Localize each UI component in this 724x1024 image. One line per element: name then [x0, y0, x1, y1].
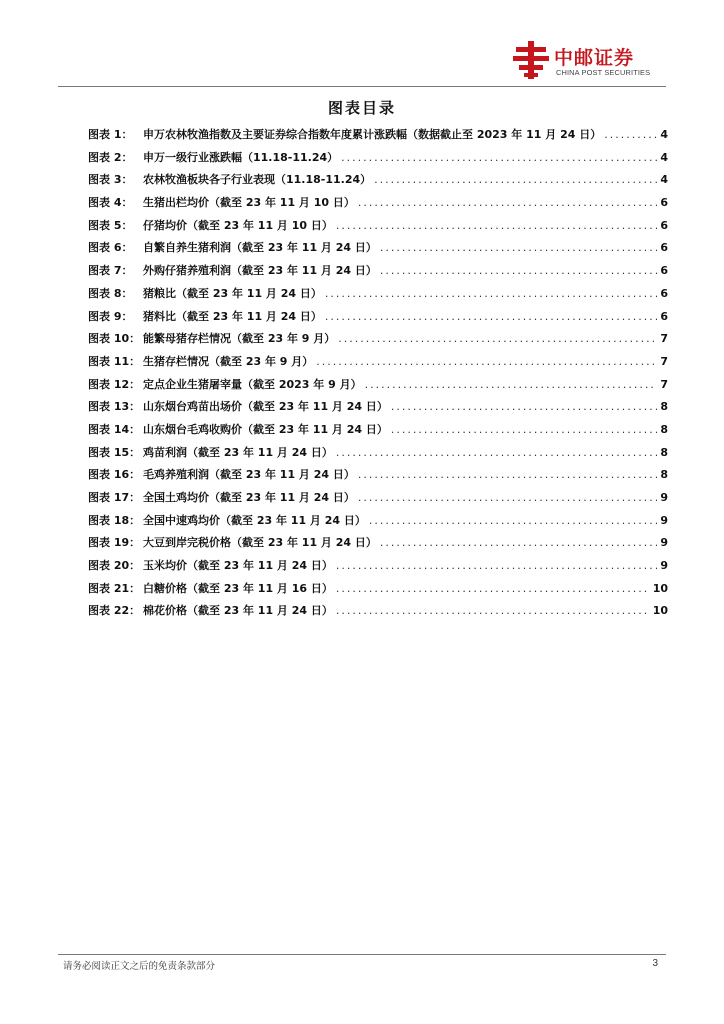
toc-text: 全国中速鸡均价（截至 23 年 11 月 24 日） [143, 513, 366, 527]
toc-page: 4 [660, 150, 668, 164]
toc-leader [380, 241, 657, 254]
toc-text: 猪料比（截至 23 年 11 月 24 日） [143, 309, 322, 323]
toc-label: 图表 22： [88, 604, 141, 618]
toc-leader [358, 491, 657, 504]
toc-page: 6 [660, 196, 668, 210]
toc-entry[interactable] [88, 239, 668, 262]
brand-logo [513, 41, 668, 81]
toc-text: 外购仔猪养殖利润（截至 23 年 11 月 24 日） [143, 264, 377, 278]
toc-leader [325, 310, 657, 323]
toc-page: 8 [660, 400, 668, 414]
toc-text: 棉花价格（截至 23 年 11 月 24 日） [143, 604, 333, 618]
toc-leader [336, 219, 657, 232]
toc-leader [358, 196, 657, 209]
toc-entry[interactable] [88, 602, 668, 625]
toc-page: 7 [660, 332, 668, 346]
toc-page: 6 [660, 241, 668, 255]
toc-label: 图表 1： [88, 128, 133, 141]
toc-entry[interactable] [88, 376, 668, 399]
toc-text: 自繁自养生猪利润（截至 23 年 11 月 24 日） [143, 241, 377, 255]
toc-title: 图表目录 [327, 99, 396, 117]
toc-leader [338, 332, 657, 345]
toc-entry[interactable] [88, 308, 668, 331]
toc-label: 图表 20： [88, 559, 141, 573]
toc-page: 9 [660, 491, 668, 504]
china-post-logo-icon [513, 41, 549, 79]
toc-label: 图表 18： [88, 513, 141, 527]
brand-name-cn: 中邮证券 [554, 47, 635, 69]
toc-entry[interactable] [88, 398, 668, 421]
toc-text: 玉米均价（截至 23 年 11 月 24 日） [143, 559, 333, 573]
toc-text: 仔猪均价（截至 23 年 11 月 10 日） [143, 218, 333, 232]
toc-page: 4 [660, 173, 668, 187]
toc-page: 8 [660, 468, 668, 482]
toc-leader [336, 559, 657, 572]
toc-page: 9 [660, 536, 668, 550]
toc-text: 猪粮比（截至 23 年 11 月 24 日） [143, 286, 322, 300]
toc-text: 申万一级行业涨跌幅（11.18-11.24） [143, 150, 339, 164]
toc-label: 图表 21： [88, 581, 141, 595]
toc-entry[interactable] [88, 149, 668, 172]
toc-entry[interactable] [88, 171, 668, 194]
toc-entry[interactable] [88, 217, 668, 240]
toc-leader [336, 446, 657, 459]
toc-page: 7 [660, 354, 668, 368]
toc-entry[interactable] [88, 466, 668, 489]
toc-entry[interactable] [88, 194, 668, 217]
toc-page: 7 [660, 377, 668, 391]
toc-label: 图表 15： [88, 445, 141, 459]
toc-entry[interactable] [88, 262, 668, 285]
toc-entry[interactable] [88, 126, 668, 149]
toc-text: 鸡苗利润（截至 23 年 11 月 24 日） [143, 445, 333, 459]
toc-leader [380, 536, 657, 549]
toc-entry[interactable] [88, 534, 668, 557]
toc-page: 6 [660, 286, 668, 300]
toc-page: 4 [660, 128, 668, 141]
toc-label: 图表 9： [88, 309, 133, 323]
toc-label: 图表 14： [88, 422, 141, 436]
toc-text: 生猪存栏情况（截至 23 年 9 月） [143, 354, 314, 368]
toc-leader [369, 514, 657, 527]
toc-text: 生猪出栏均价（截至 23 年 11 月 10 日） [143, 196, 355, 210]
toc-label: 图表 12： [88, 377, 141, 391]
toc-text: 白糖价格（截至 23 年 11 月 16 日） [143, 581, 333, 595]
header-divider [58, 86, 666, 87]
toc-label: 图表 11： [88, 354, 141, 368]
toc-page: 9 [660, 513, 668, 527]
toc-leader [316, 355, 657, 368]
toc-entry[interactable] [88, 557, 668, 580]
toc-page: 10 [652, 604, 668, 618]
toc-leader [336, 582, 650, 595]
toc-label: 图表 8： [88, 286, 133, 300]
toc-page: 8 [660, 422, 668, 436]
toc-label: 图表 16： [88, 468, 141, 482]
toc-leader [336, 604, 650, 617]
toc-text: 山东烟台鸡苗出场价（截至 23 年 11 月 24 日） [143, 400, 388, 414]
toc-entry[interactable] [88, 444, 668, 467]
toc-label: 图表 4： [88, 196, 133, 210]
toc-label: 图表 17： [88, 491, 141, 504]
footer-disclaimer: 请务必阅读正文之后的免责条款部分 [63, 961, 216, 972]
toc-page: 10 [652, 581, 668, 595]
toc-page: 6 [660, 264, 668, 278]
toc-page: 8 [660, 445, 668, 459]
toc-page: 6 [660, 309, 668, 323]
toc-label: 图表 6： [88, 241, 133, 255]
toc-entry[interactable] [88, 353, 668, 376]
toc-text: 定点企业生猪屠宰量（截至 2023 年 9 月） [143, 377, 362, 391]
toc-entry[interactable] [88, 285, 668, 308]
toc-text: 山东烟台毛鸡收购价（截至 23 年 11 月 24 日） [143, 422, 388, 436]
toc-leader [358, 468, 657, 481]
toc-label: 图表 7： [88, 264, 133, 278]
toc-leader [604, 128, 657, 141]
toc-text: 全国土鸡均价（截至 23 年 11 月 24 日） [143, 491, 355, 504]
toc-page: 9 [660, 559, 668, 573]
toc-entry[interactable] [88, 580, 668, 603]
brand-name-en: CHINA POST SECURITIES [556, 68, 651, 77]
toc-leader [365, 378, 658, 391]
toc-leader [380, 264, 657, 277]
toc-label: 图表 19： [88, 536, 141, 550]
toc-leader [391, 400, 657, 413]
toc-label: 图表 10： [88, 332, 141, 346]
toc-label: 图表 5： [88, 218, 133, 232]
toc-text: 申万农林牧渔指数及主要证券综合指数年度累计涨跌幅（数据截止至 2023 年 11 月 24 日） [143, 128, 602, 141]
toc-text: 大豆到岸完税价格（截至 23 年 11 月 24 日） [143, 536, 377, 550]
toc-text: 毛鸡养殖利润（截至 23 年 11 月 24 日） [143, 468, 355, 482]
toc-label: 图表 3： [88, 173, 133, 187]
toc-list [88, 126, 668, 625]
toc-entry[interactable] [88, 421, 668, 444]
toc-text: 农林牧渔板块各子行业表现（11.18-11.24） [143, 173, 372, 187]
toc-label: 图表 13： [88, 400, 141, 414]
toc-leader [391, 423, 657, 436]
toc-page: 6 [660, 218, 668, 232]
toc-entry[interactable] [88, 330, 668, 353]
toc-entry[interactable] [88, 489, 668, 512]
toc-leader [341, 151, 657, 164]
toc-leader [325, 287, 657, 300]
footer-divider [58, 954, 666, 955]
page-number: 3 [652, 958, 658, 969]
toc-label: 图表 2： [88, 150, 133, 164]
toc-text: 能繁母猪存栏情况（截至 23 年 9 月） [143, 332, 336, 346]
toc-leader [374, 173, 657, 186]
toc-entry[interactable] [88, 512, 668, 535]
